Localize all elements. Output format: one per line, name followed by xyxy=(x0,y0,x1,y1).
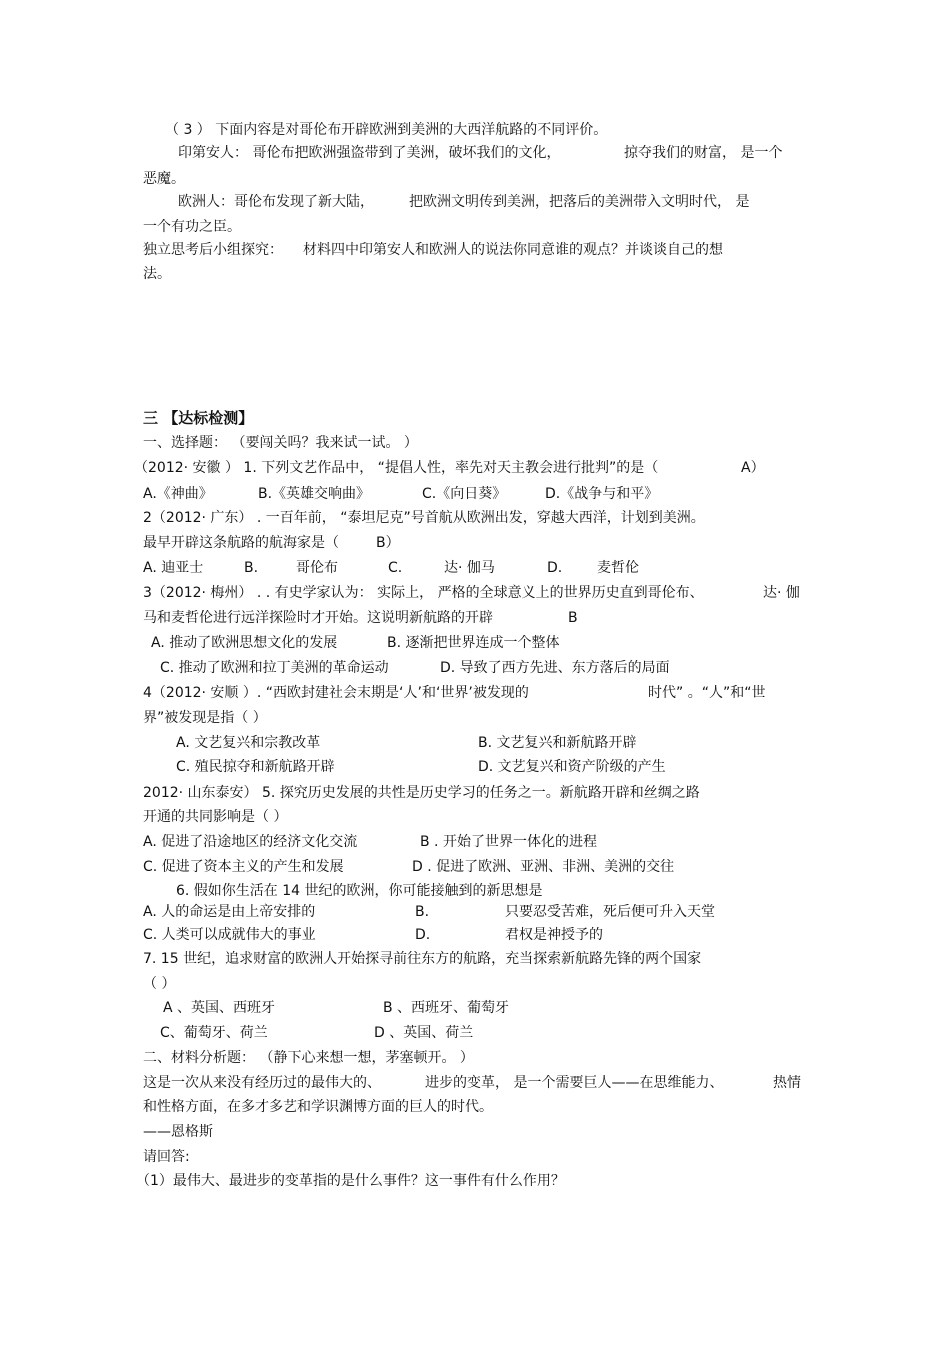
question-4-stem-line2: 界”被发现是指（ ） xyxy=(143,710,267,726)
question-2-option-c-letter: C. xyxy=(388,560,403,576)
indian-view-text-cont: 掠夺我们的财富， 是一个 xyxy=(624,145,783,161)
group-inquiry-question-end: 法。 xyxy=(143,266,171,282)
material-quote-end: 热情 xyxy=(773,1075,801,1091)
question-4-option-a: A. 文艺复兴和宗教改革 xyxy=(176,735,321,751)
material-question-1: （1）最伟大、最进步的变革指的是什么事件？这一事件有什么作用？ xyxy=(136,1173,565,1189)
question-7-option-c: C、葡萄牙、荷兰 xyxy=(160,1025,268,1041)
question-3-stem-line2: 马和麦哲伦进行远洋探险时才开始。这说明新航路的开辟 xyxy=(143,610,493,626)
material-quote: 这是一次从来没有经历过的最伟大的、 xyxy=(143,1075,381,1091)
question-4-stem-cont: 时代” 。“人”和“世 xyxy=(648,685,766,701)
indian-view-text-end: 恶魔。 xyxy=(143,171,185,187)
question-2-option-d: 麦哲伦 xyxy=(597,560,639,576)
question-5-option-c: C. 促进了资本主义的产生和发展 xyxy=(143,859,344,875)
material-section-heading: 二、材料分析题： （静下心来想一想，茅塞顿开。 ） xyxy=(143,1050,474,1066)
question-4-option-c: C. 殖民掠夺和新航路开辟 xyxy=(176,759,335,775)
question-3-stem: 3（2012· 梅州） . . 有史学家认为： 实际上， 严格的全球意义上的世界历史直到哥伦布、 xyxy=(143,585,704,601)
indian-view-text: 印第安人： 哥伦布把欧洲强盗带到了美洲，破坏我们的文化， xyxy=(178,145,561,161)
question-5-option-d: D . 促进了欧洲、亚洲、非洲、美洲的交往 xyxy=(412,859,675,875)
question-6-option-d-letter: D. xyxy=(415,927,431,943)
question-7-stem: 7. 15 世纪，追求财富的欧洲人开始探寻前往东方的航路，充当探索新航路先锋的两个国家 xyxy=(143,951,702,967)
european-view-text-end: 一个有功之臣。 xyxy=(143,219,241,235)
question-7-stem-cont: （ ） xyxy=(143,976,176,992)
question-2-stem-cont: 最早开辟这条航路的航海家是（ xyxy=(143,535,339,551)
question-3-option-b: B. 逐渐把世界连成一个整体 xyxy=(387,635,560,651)
material-quote-cont: 进步的变革， 是一个需要巨人——在思维能力、 xyxy=(425,1075,724,1091)
question-2-option-a: A. 迪亚士 xyxy=(143,560,204,576)
question-5-option-b: B . 开始了世界一体化的进程 xyxy=(420,834,597,850)
question-1-stem: （2012· 安徽 ） 1. 下列文艺作品中， “提倡人性，率先对天主教会进行批判”的是（ xyxy=(134,460,659,476)
choice-section-heading: 一、选择题： （要闯关吗？我来试一试。 ） xyxy=(143,435,418,451)
question-6-option-b: 只要忍受苦难，死后便可升入天堂 xyxy=(505,904,715,920)
question-6-option-b-letter: B. xyxy=(415,904,430,920)
group-inquiry-label: 独立思考后小组探究： xyxy=(143,242,283,258)
question-3-option-a: A. 推动了欧洲思想文化的发展 xyxy=(151,635,338,651)
question-3-stem-cont: 达· 伽 xyxy=(763,585,800,601)
question-5-option-a: A. 促进了沿途地区的经济文化交流 xyxy=(143,834,358,850)
question-1-option-c: C.《向日葵》 xyxy=(422,486,507,502)
question-2-option-b: 哥伦布 xyxy=(296,560,338,576)
question-2-option-c: 达· 伽马 xyxy=(444,560,495,576)
question-3-option-d: D. 导致了西方先进、东方落后的局面 xyxy=(440,660,670,676)
question-6-stem: 6. 假如你生活在 14 世纪的欧洲，你可能接触到的新思想是 xyxy=(176,883,543,899)
european-view-text-cont: 把欧洲文明传到美洲，把落后的美洲带入文明时代， 是 xyxy=(409,194,750,210)
question-1-option-d: D.《战争与和平》 xyxy=(545,486,659,502)
question-4-stem: 4（2012· 安顺 ）. “西欧封建社会末期是‘人’和‘世界’被发现的 xyxy=(143,685,529,701)
quote-author: ——恩格斯 xyxy=(143,1124,213,1140)
question-3-intro: （ 3 ） 下面内容是对哥伦布开辟欧洲到美洲的大西洋航路的不同评价。 xyxy=(165,122,608,138)
question-3-answer: B xyxy=(568,610,578,626)
question-7-option-d: D 、英国、荷兰 xyxy=(374,1025,474,1041)
european-view-text: 欧洲人：哥伦布发现了新大陆， xyxy=(178,194,374,210)
question-1-option-b: B.《英雄交响曲》 xyxy=(258,486,371,502)
question-3-option-c: C. 推动了欧洲和拉丁美洲的革命运动 xyxy=(160,660,389,676)
question-6-option-a: A. 人的命运是由上帝安排的 xyxy=(143,904,316,920)
question-2-stem: 2（2012· 广东） . 一百年前， “泰坦尼克”号首航从欧洲出发，穿越大西洋，计划到美洲。 xyxy=(143,510,705,526)
question-5-stem: 2012· 山东泰安） 5. 探究历史发展的共性是历史学习的任务之一。新航路开辟和丝绸之路 xyxy=(143,785,700,801)
question-7-option-b: B 、西班牙、葡萄牙 xyxy=(383,1000,510,1016)
section-heading: 三 【达标检测】 xyxy=(143,409,254,427)
question-1-option-a: A.《神曲》 xyxy=(143,486,213,502)
question-7-option-a: A 、英国、西班牙 xyxy=(163,1000,276,1016)
question-1-answer: A） xyxy=(741,460,765,476)
question-4-option-b: B. 文艺复兴和新航路开辟 xyxy=(478,735,637,751)
question-6-option-c: C. 人类可以成就伟大的事业 xyxy=(143,927,316,943)
question-4-option-d: D. 文艺复兴和资产阶级的产生 xyxy=(478,759,666,775)
group-inquiry-question: 材料四中印第安人和欧洲人的说法你同意谁的观点？并谈谈自己的想 xyxy=(303,242,723,258)
question-6-option-d: 君权是神授予的 xyxy=(505,927,603,943)
question-2-option-b-letter: B. xyxy=(244,560,259,576)
question-5-stem-cont: 开通的共同影响是（ ） xyxy=(143,809,288,825)
material-quote-line2: 和性格方面，在多才多艺和学识渊博方面的巨人的时代。 xyxy=(143,1099,493,1115)
question-2-option-d-letter: D. xyxy=(547,560,563,576)
answer-prompt: 请回答: xyxy=(143,1149,190,1165)
question-2-answer: B） xyxy=(376,535,400,551)
